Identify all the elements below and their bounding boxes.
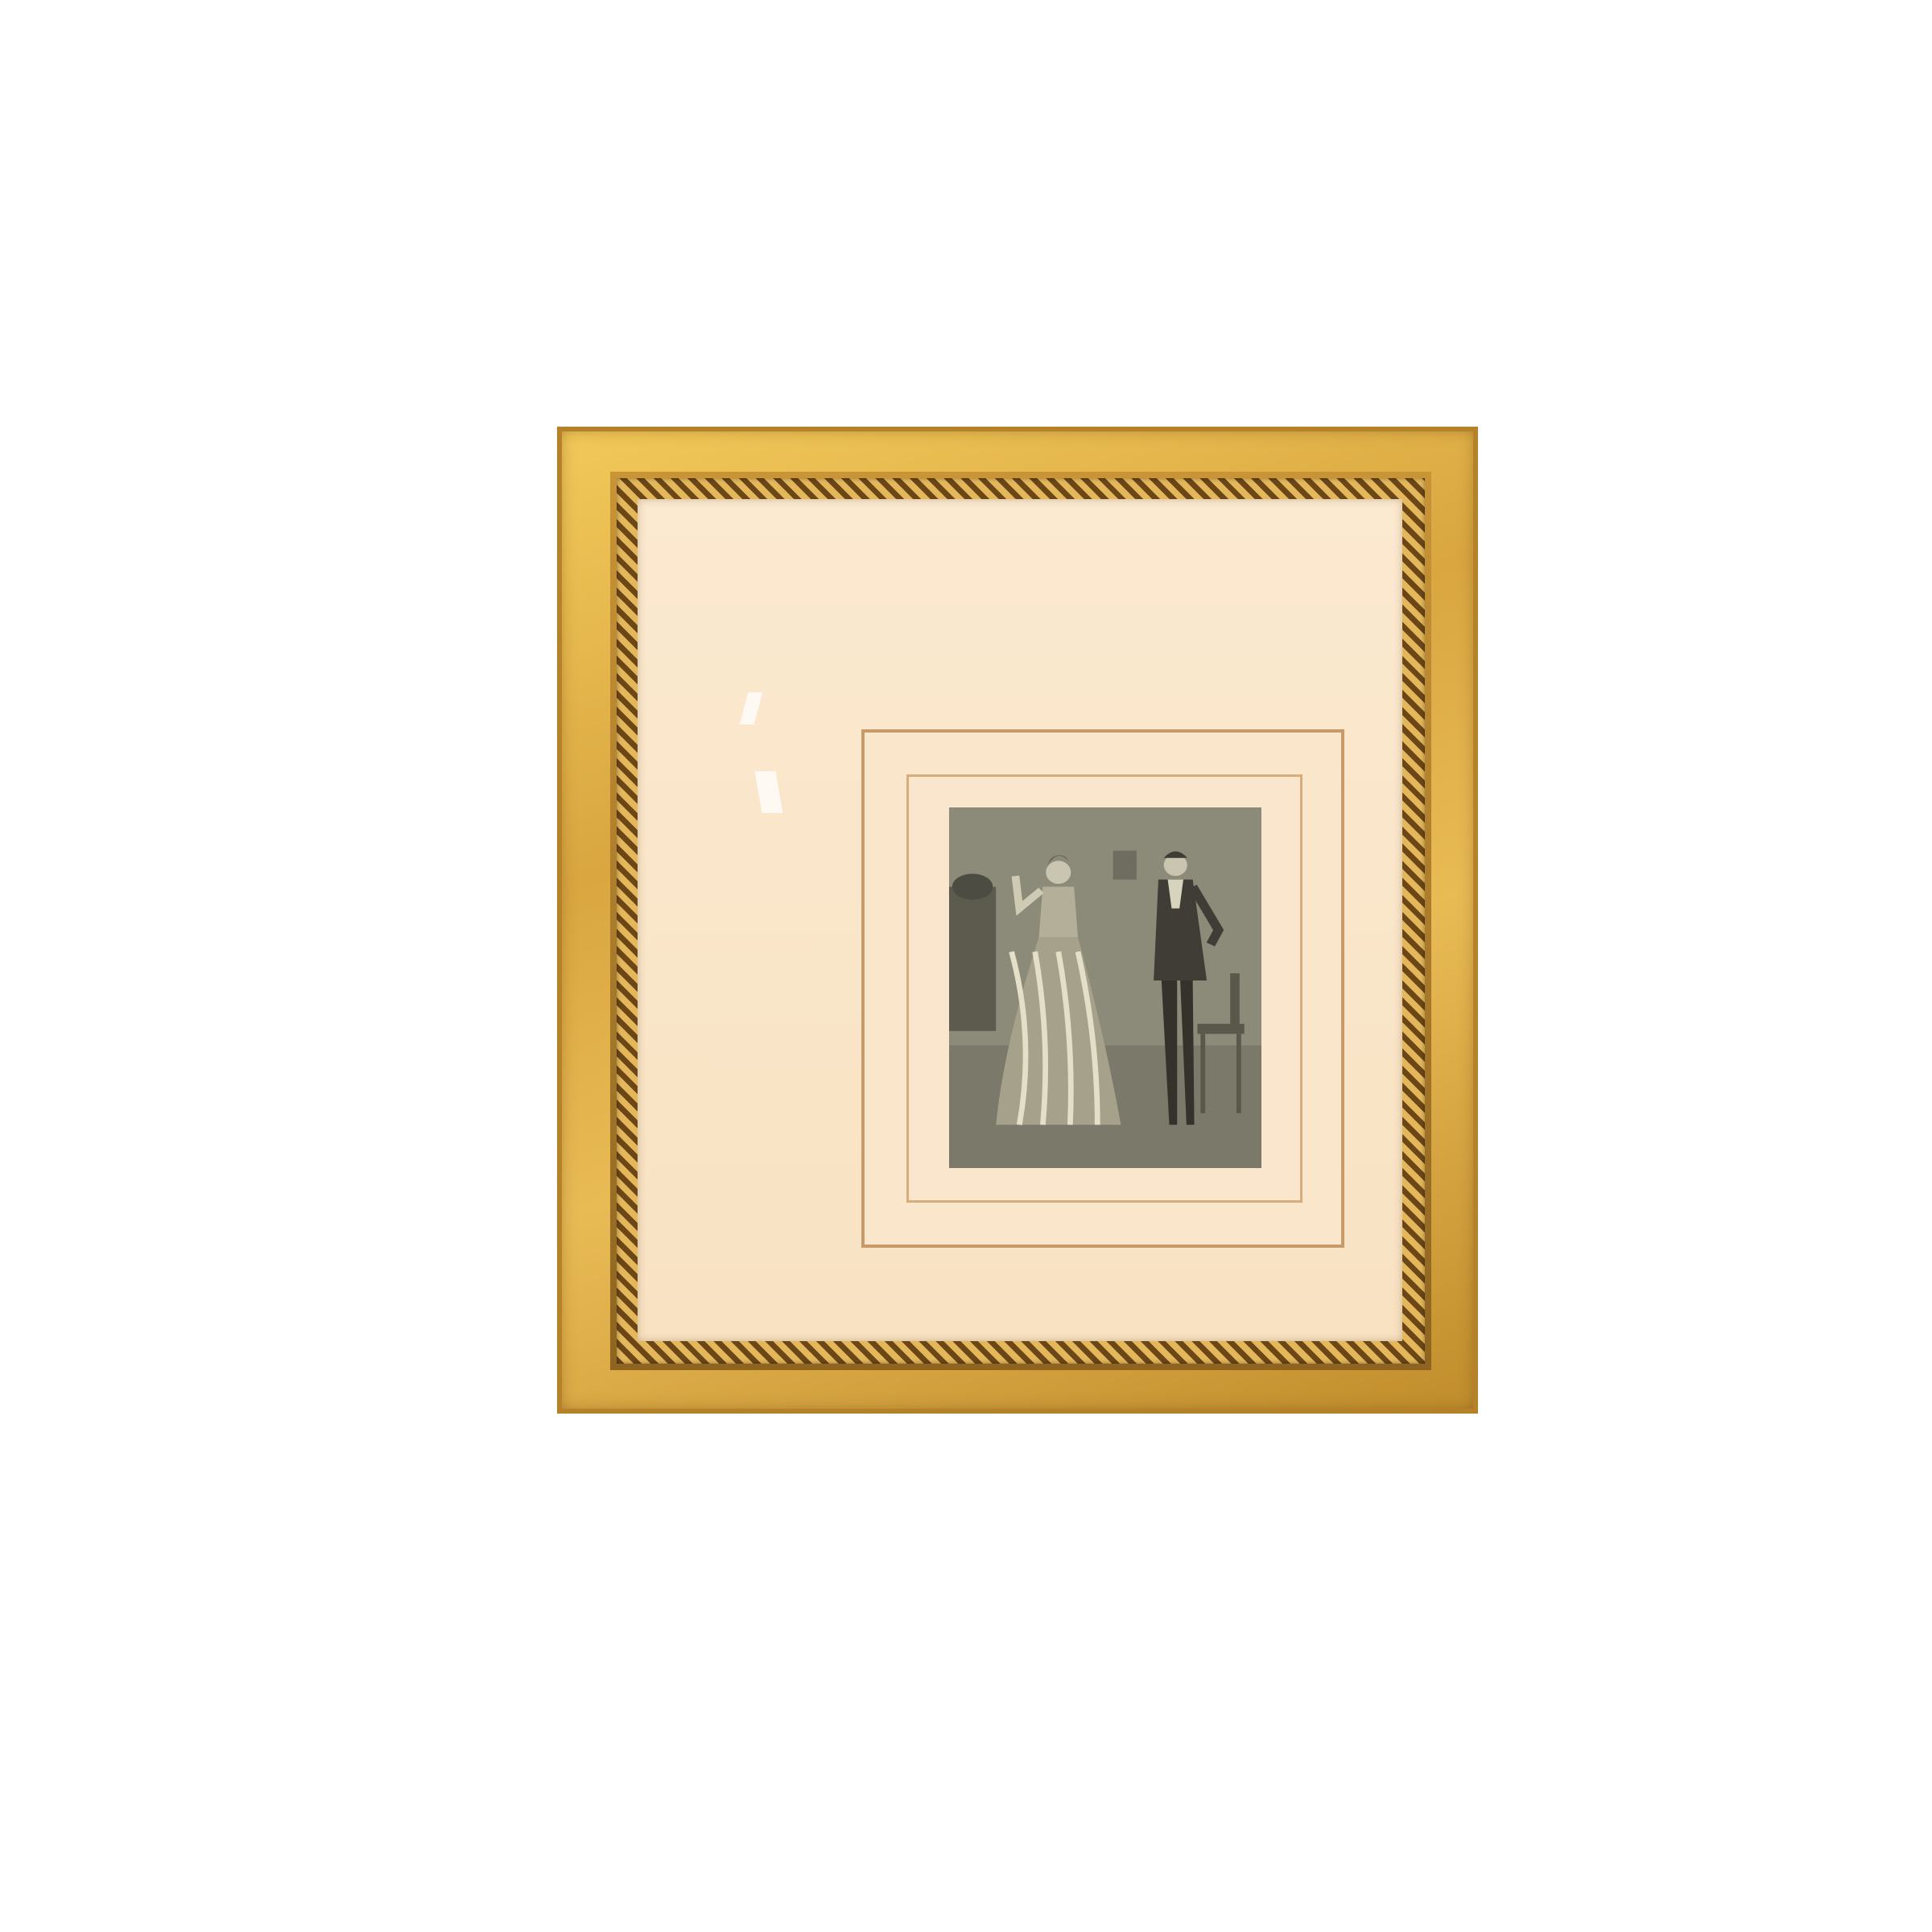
gilt-frame [557, 427, 1478, 1414]
outer-mat [638, 499, 1402, 1341]
inner-mat-border [906, 774, 1302, 1203]
etching-illustration [949, 807, 1261, 1168]
glass-glare [740, 692, 763, 724]
glass-glare [754, 771, 782, 813]
lamp [952, 873, 993, 899]
cabinet [949, 887, 996, 1031]
inner-mat [861, 729, 1344, 1248]
etching-print [949, 807, 1261, 1168]
wall-picture [1113, 851, 1137, 880]
